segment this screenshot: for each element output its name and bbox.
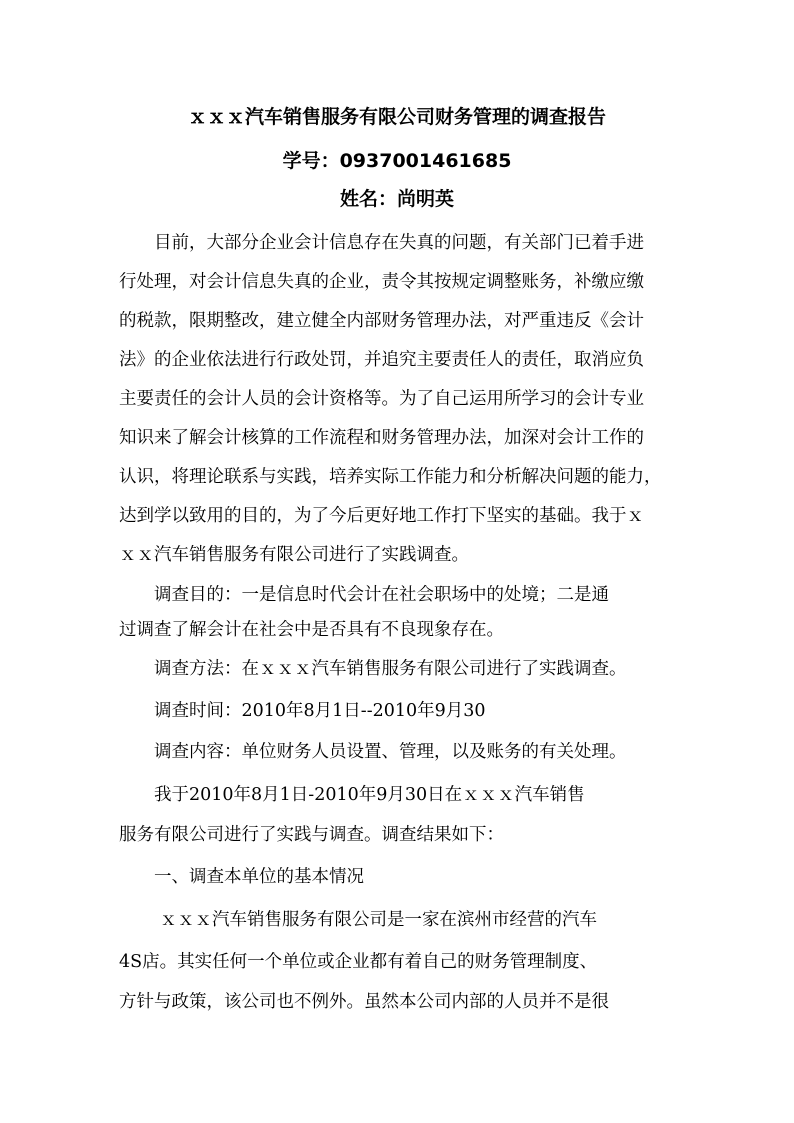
paragraph-line: 调查方法：在ｘｘｘ汽车销售服务有限公司进行了实践调查。 xyxy=(119,659,627,679)
paragraph-line: 调查目的：一是信息时代会计在社会职场中的处境；二是通 xyxy=(119,585,609,605)
paragraph-line: 调查内容：单位财务人员设置、管理，以及账务的有关处理。 xyxy=(119,742,627,762)
paragraph-line: 的税款，限期整改，建立健全内部财务管理办法，对严重违反《会计 xyxy=(119,311,644,331)
paragraph-line: 认识，将理论联系与实践，培养实际工作能力和分析解决问题的能力， xyxy=(119,467,662,487)
paragraph-line: ｘｘｘ汽车销售服务有限公司是一家在滨州市经营的汽车 xyxy=(119,910,598,930)
paragraph-line: 4S店。其实任何一个单位或企业都有着自己的财务管理制度、 xyxy=(119,952,598,972)
student-id: 学号：0937001461685 xyxy=(282,150,512,172)
report-title: ｘｘｘ汽车销售服务有限公司财务管理的调查报告 xyxy=(187,106,606,128)
paragraph-line: 我于2010年8月1日-2010年9月30日在ｘｘｘ汽车销售 xyxy=(119,785,585,805)
paragraph-line: 知识来了解会计核算的工作流程和财务管理办法，加深对会计工作的 xyxy=(119,428,644,448)
paragraph-line: 调查时间：2010年8月1日--2010年9月30 xyxy=(119,701,486,721)
paragraph-line: 过调查了解会计在社会中是否具有不良现象存在。 xyxy=(119,620,504,640)
paragraph-line: 法》的企业依法进行行政处罚，并追究主要责任人的责任，取消应负 xyxy=(119,350,644,370)
paragraph-line: 主要责任的会计人员的会计资格等。为了自己运用所学习的会计专业 xyxy=(119,389,644,409)
paragraph-line: 行处理，对会计信息失真的企业，责令其按规定调整账务，补缴应缴 xyxy=(119,272,644,292)
paragraph-line: 方针与政策，该公司也不例外。虽然本公司内部的人员并不是很 xyxy=(119,992,609,1012)
paragraph-line: 服务有限公司进行了实践与调查。调查结果如下： xyxy=(119,825,504,845)
section-heading: 一、调查本单位的基本情况 xyxy=(119,867,364,887)
paragraph-line: ｘｘ汽车销售服务有限公司进行了实践调查。 xyxy=(119,545,469,565)
paragraph-line: 达到学以致用的目的，为了今后更好地工作打下坚实的基础。我于ｘ xyxy=(119,506,644,526)
student-name: 姓名：尚明英 xyxy=(339,188,454,210)
paragraph-line: 目前，大部分企业会计信息存在失真的问题，有关部门已着手进 xyxy=(119,233,644,253)
